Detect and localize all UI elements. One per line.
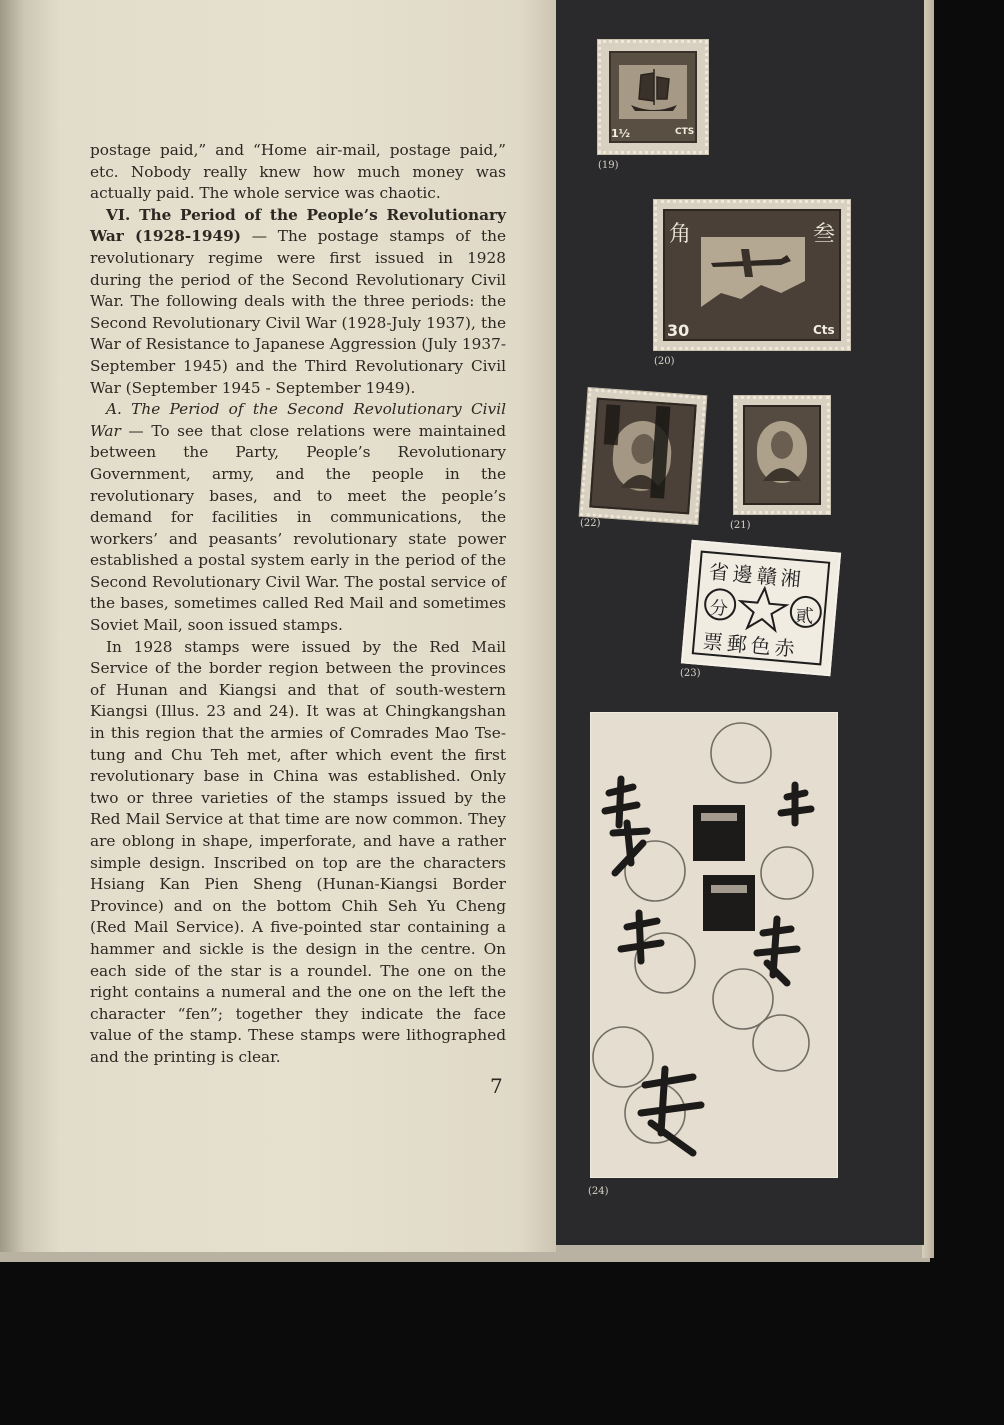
- stamp-fen-roundel: 分: [708, 597, 729, 621]
- stamp-numeral-roundel: 貳: [794, 605, 815, 628]
- paragraph: VI. The Period of the People’s Revolutionary War (1928-1949) — The postage stamps of the revolutionary regime were first issued in 1928 during the period of the Second Revolutionary Civil War. The following deals with the three periods: the Second Revolutionary Civil War (1928-July 1937), the War of Resistance to Japanese Aggression (July 1937-September 1945) and the Third Revolutionary Civil War (September 1945 - September 1949).: [90, 205, 506, 397]
- caption-24: (24): [588, 1186, 609, 1197]
- stamp-22-overprint: [580, 388, 707, 524]
- section-heading: VI. The Period of the People’s Revolutionary War (1928-1949): [90, 205, 506, 246]
- stamp-value-right: CTS: [675, 127, 695, 137]
- stamp-corner-left: 角: [669, 222, 692, 247]
- stamp-19-junk: [598, 40, 708, 154]
- portrait-icon: [759, 423, 805, 481]
- postmarks-and-calligraphy: [591, 713, 837, 1177]
- body-text: [90, 140, 506, 1069]
- page-number: 7: [490, 1074, 503, 1098]
- airplane-icon: [701, 237, 805, 317]
- paragraph: postage paid,” and “Home air-mail, postage paid,” etc. Nobody really knew how much money was actually paid. The whole service was chaotic.: [90, 141, 506, 203]
- stamp-value-left: 1½: [611, 127, 631, 140]
- stamp-bottom-inscription: 票郵色赤: [701, 629, 800, 662]
- caption-22: (22): [580, 518, 601, 529]
- stamp-value-left: 30: [667, 321, 690, 340]
- paragraph: A. The Period of the Second Revolutionary Civil War — To see that close relations were maintained between the Party, People’s Revolutionary Government, army, and the people in the revolutionary bases, and to meet the people’s demand for facilities in communications, the workers’ and peasants’ revolutionary state power established a postal system early in the period of the Second Revolutionary Civil War. The postal service of the bases, sometimes called Red Mail and sometimes Soviet Mail, soon issued stamps.: [90, 400, 506, 635]
- stamp-top-inscription: 省邊贛湘: [707, 559, 806, 592]
- cover-24: [590, 712, 838, 1178]
- stamp-corner-right: 叁: [813, 222, 836, 247]
- stamp-20-airmail: [654, 200, 850, 350]
- caption-21: (21): [730, 520, 751, 531]
- stamp-21-portrait: [734, 396, 830, 514]
- stamp-23-red-mail: [681, 540, 841, 677]
- caption-19: (19): [598, 160, 619, 171]
- subsection-heading: A. The Period of the Second Revolutionary Civil War: [90, 400, 506, 440]
- stamp-value-right: Cts: [813, 323, 835, 337]
- caption-20: (20): [654, 356, 675, 367]
- caption-23: (23): [680, 668, 701, 679]
- junk-ship-icon: [627, 65, 681, 119]
- paragraph: In 1928 stamps were issued by the Red Mail Service of the border region between the provinces of Hunan and Kiangsi and that of south-western Kiangsi (Illus. 23 and 24). It was at Chingkangshan in this region that the armies of Comrades Mao Tse-tung and Chu Teh met, after which event the first revolutionary base in China was established. Only two or three varieties of the stamps issued by the Red Mail Service at that time are now common. They are oblong in shape, imperforate, and have a rather simple design. Inscribed on top are the characters Hsiang Kan Pien Sheng (Hunan-Kiangsi Border Province) and on the bottom Chih Seh Yu Cheng (Red Mail Service). A five-pointed star containing a hammer and sickle is the design in the centre. On each side of the star is a roundel. The one on the right contains a numeral and the one on the left the character “fen”; together they indicate the face value of the stamp. These stamps were lithographed and the printing is clear.: [90, 637, 506, 1066]
